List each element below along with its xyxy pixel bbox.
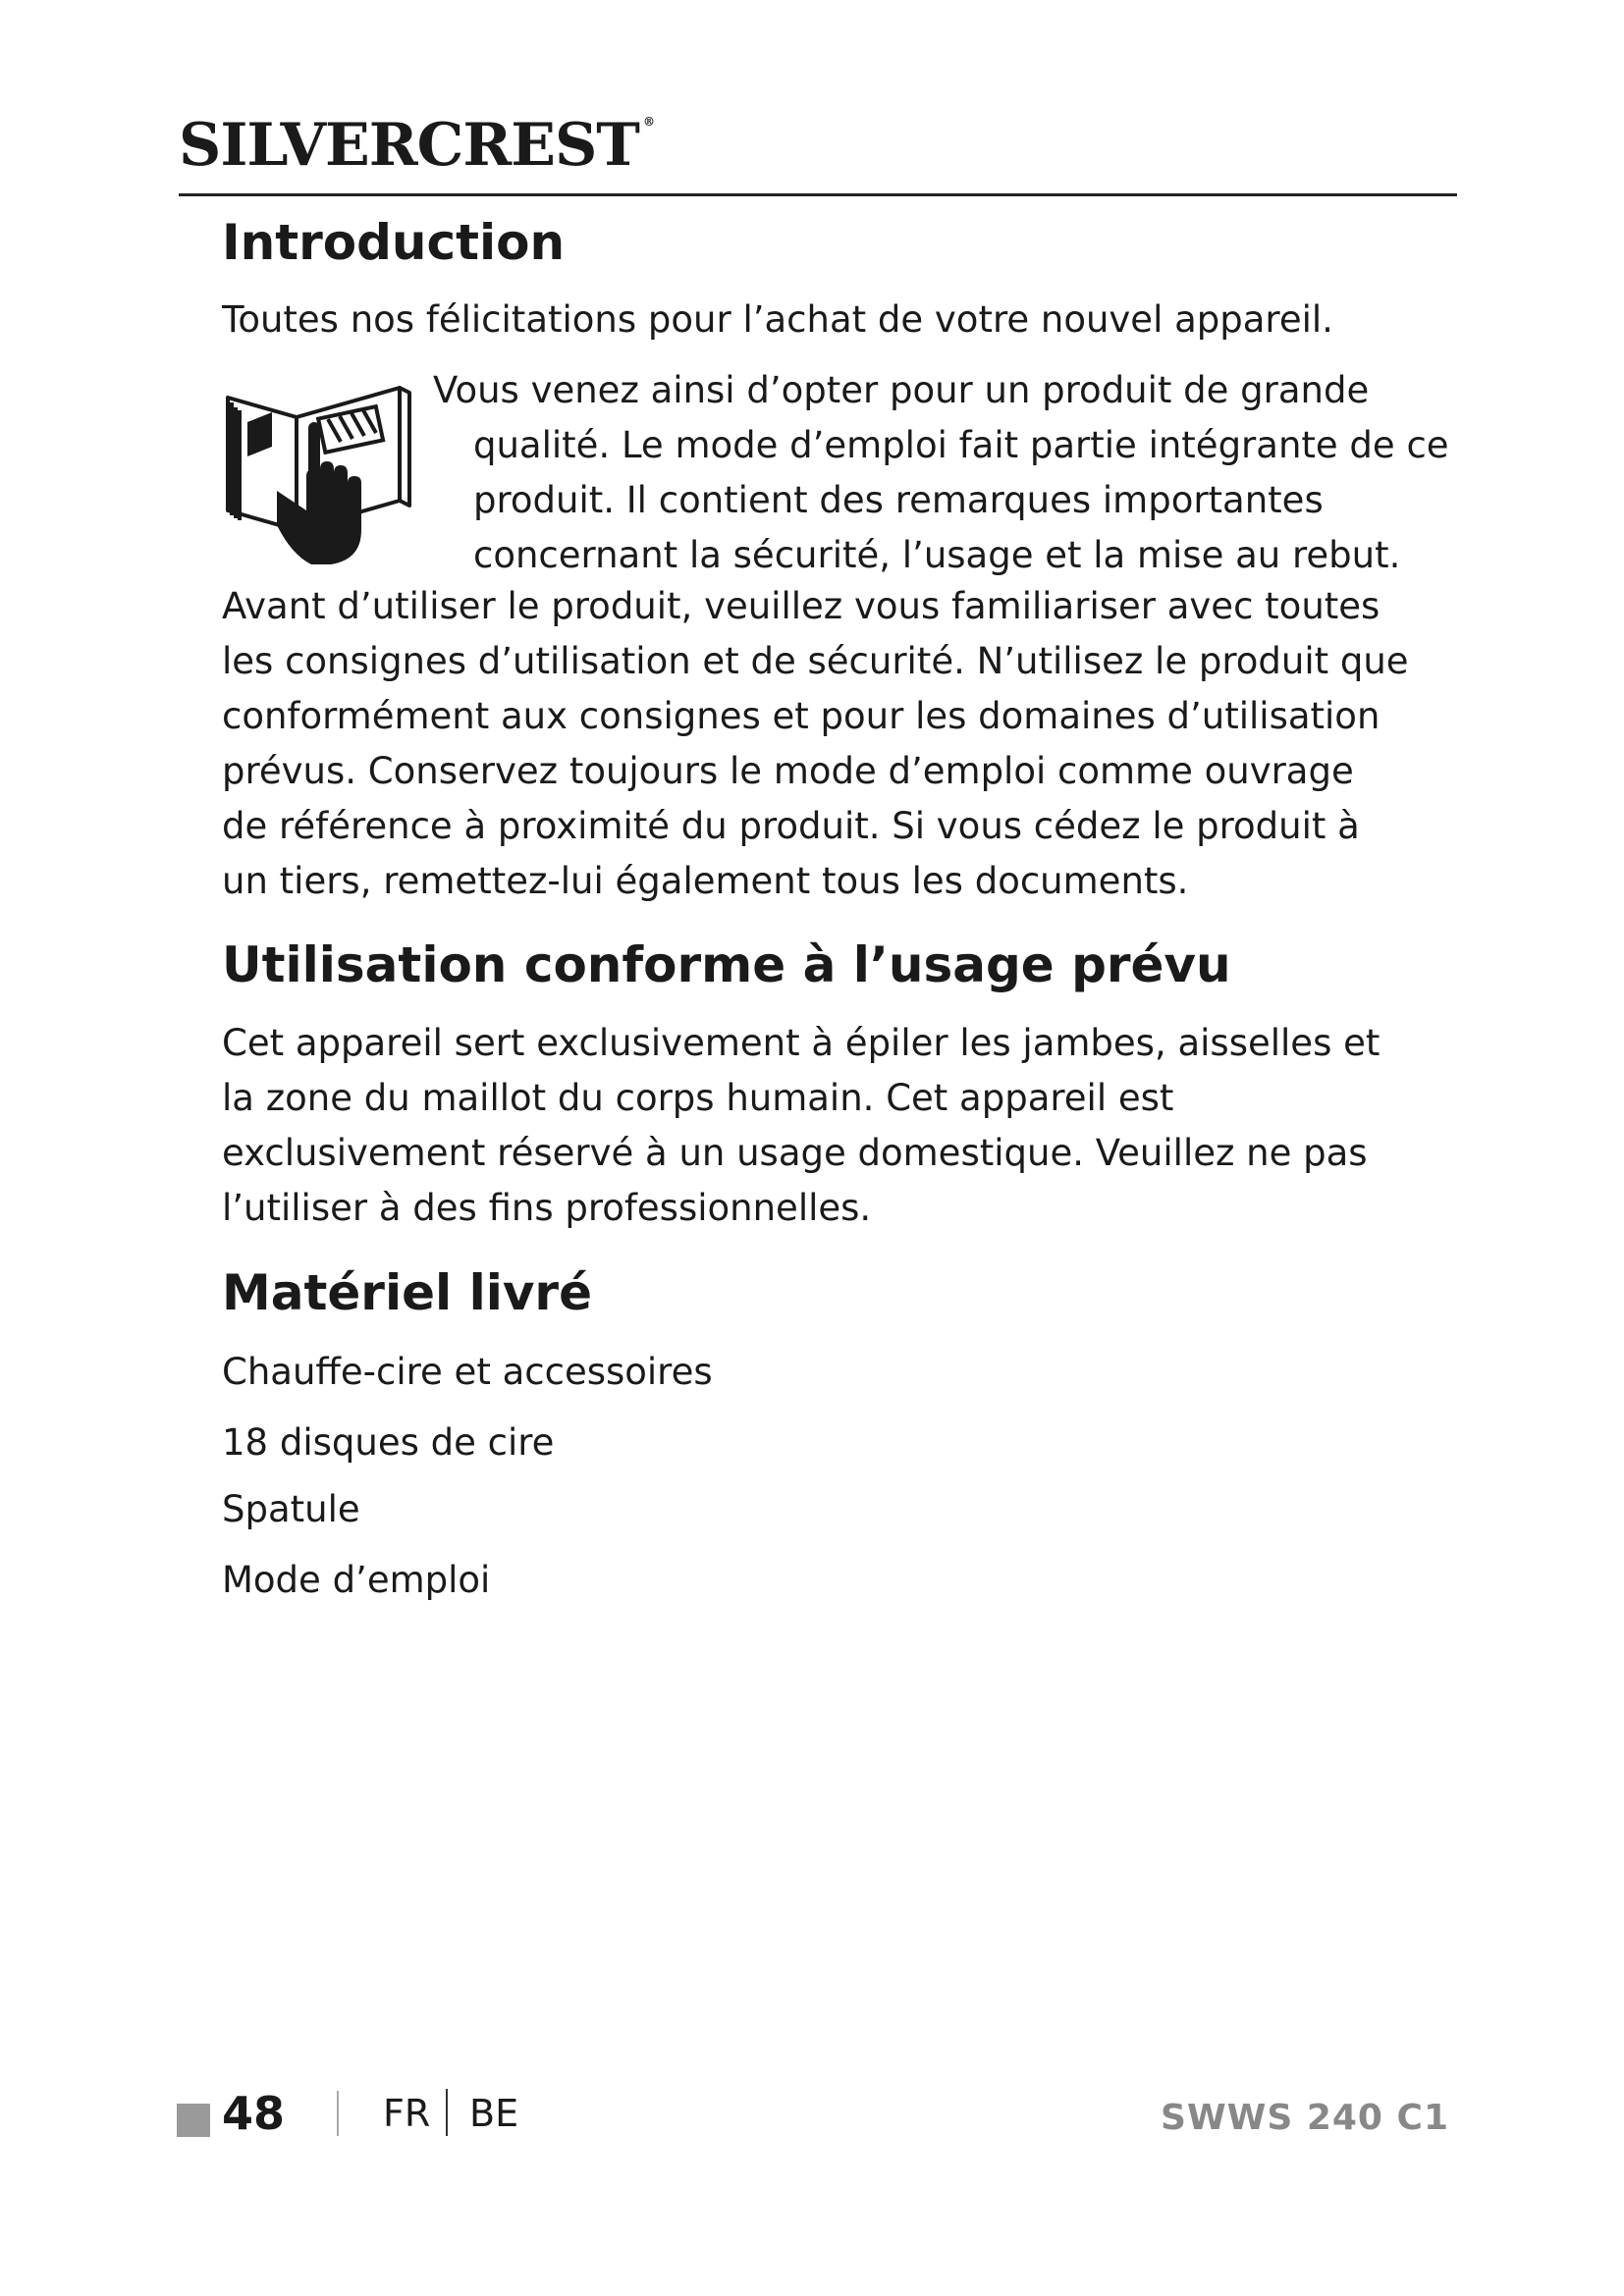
read-manual-icon	[218, 363, 424, 569]
brand-name: SILVERCREST	[179, 111, 639, 180]
introduction-title: Introduction	[222, 214, 566, 271]
list-item: 18 disques de cire	[222, 1421, 555, 1464]
language-fr: FR	[383, 2092, 431, 2135]
intended-use-title: Utilisation conforme à l’usage prévu	[222, 936, 1231, 993]
intro-line-4: produit. Il contient des remarques importantes	[473, 479, 1324, 521]
page-number: 48	[222, 2087, 286, 2140]
model-number: SWWS 240 C1	[1161, 2098, 1449, 2138]
intro-line-3: qualité. Le mode d’emploi fait partie intégrante de ce	[473, 424, 1449, 466]
footer-divider	[337, 2091, 339, 2136]
language-divider	[446, 2089, 448, 2136]
list-item: Mode d’emploi	[222, 1559, 491, 1601]
header-divider	[179, 193, 1457, 196]
footer-marker	[177, 2104, 210, 2137]
intended-use-paragraph: Cet appareil sert exclusivement à épiler les jambes, aisselles et la zone du maillot du corps humain. Cet appareil est exclusivement réservé à un usage domestique. Veuillez ne pas l’utiliser à des fins professionnelles.	[222, 1022, 1380, 1229]
list-item: Chauffe-cire et accessoires	[222, 1351, 713, 1393]
language-be: BE	[469, 2092, 519, 2135]
brand-logo	[179, 111, 654, 180]
intro-line-2: Vous venez ainsi d’opter pour un produit de grande	[433, 369, 1370, 411]
intro-line-1: Toutes nos félicitations pour l’achat de votre nouvel appareil.	[222, 298, 1333, 341]
registered-mark: ®	[642, 115, 654, 129]
introduction-paragraph: Avant d’utiliser le produit, veuillez vous familiariser avec toutes les consignes d’utilisation et de sécurité. N’utilisez le produit que conformément aux consignes et pour les domaines d’utilisation prévus. Conservez toujours le mode d’emploi comme ouvrage de référence à proximité du produit. Si vous cédez le produit à un tiers, remettez-lui également tous les documents.	[222, 585, 1409, 902]
delivery-title: Matériel livré	[222, 1264, 593, 1321]
list-item: Spatule	[222, 1488, 360, 1530]
intro-line-5: concernant la sécurité, l’usage et la mise au rebut.	[473, 534, 1401, 576]
